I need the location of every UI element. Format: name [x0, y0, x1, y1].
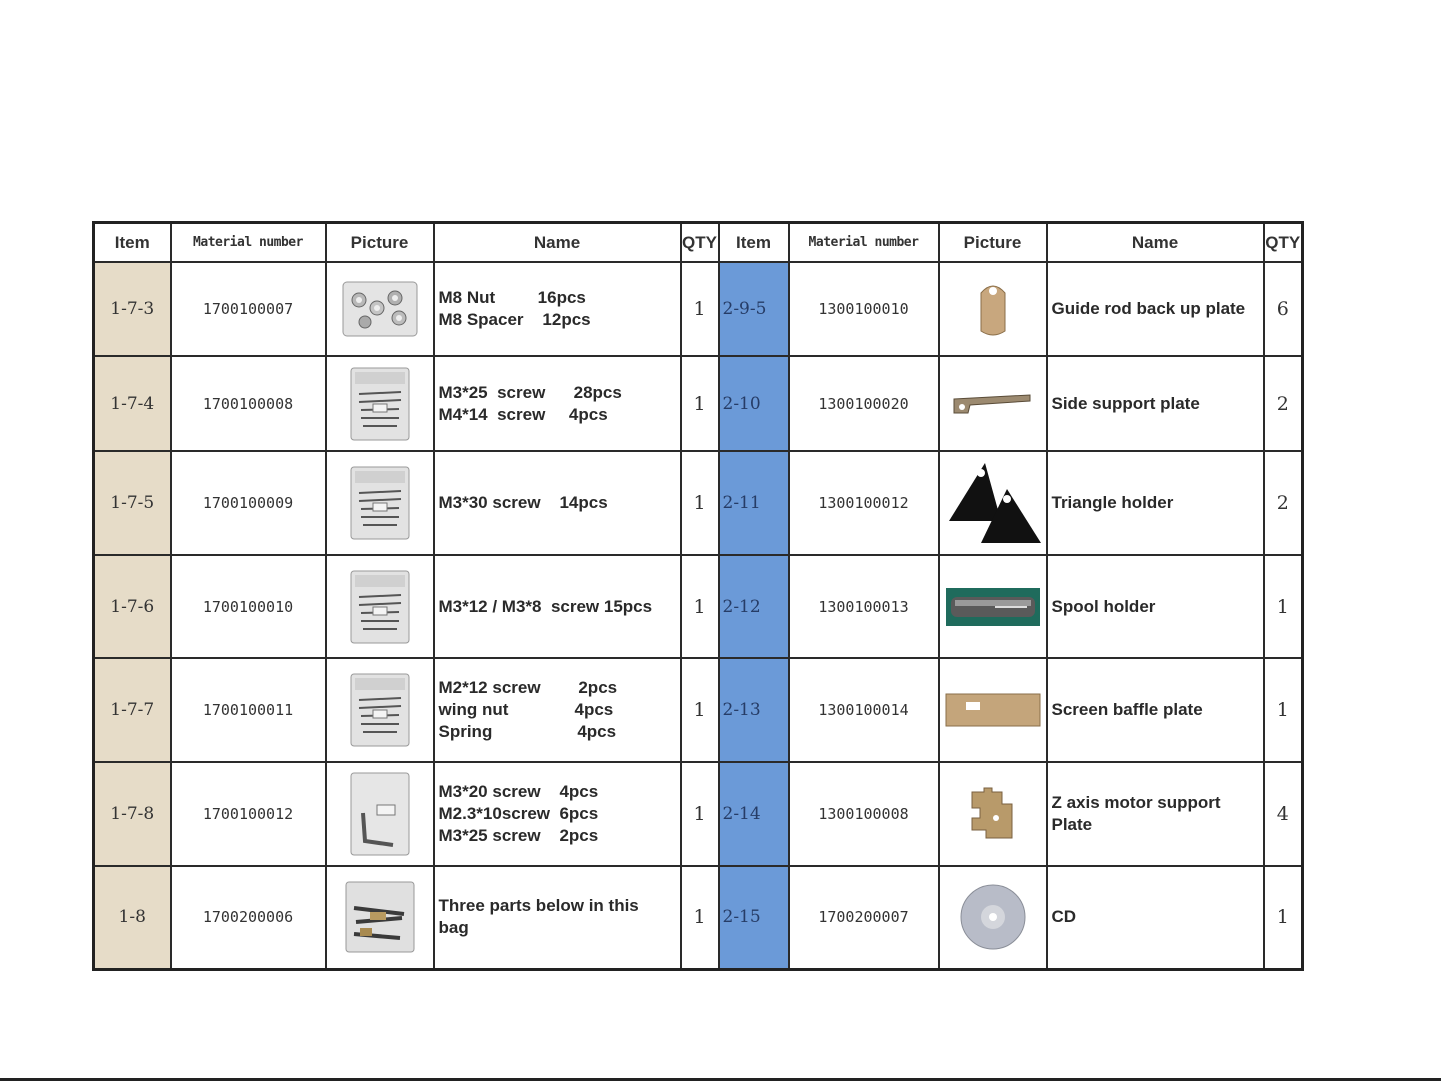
header-item-2: Item	[719, 223, 789, 263]
material-number-cell-2: 1300100010	[789, 262, 939, 356]
picture-cell	[326, 658, 434, 762]
qty-cell: 1	[681, 356, 719, 451]
qty-cell: 1	[681, 555, 719, 658]
qty-cell: 1	[681, 451, 719, 555]
qty-cell-2: 1	[1264, 555, 1303, 658]
material-number-cell-2: 1300100012	[789, 451, 939, 555]
table-row	[94, 658, 1303, 762]
material-number-cell: 1700100011	[171, 658, 326, 762]
item-cell-2: 2-11	[719, 451, 789, 555]
header-qty: QTY	[681, 223, 719, 263]
name-line: Z axis motor support	[1051, 793, 1221, 812]
material-number-cell: 1700100009	[171, 451, 326, 555]
picture-cell	[326, 866, 434, 969]
qty-cell-2: 1	[1264, 658, 1303, 762]
name-cell-2	[1047, 356, 1264, 451]
bag-screws-icon	[327, 364, 433, 444]
name-line: M2*12 screw 2pcs	[438, 678, 618, 697]
picture-cell-2	[939, 451, 1047, 555]
bag-screws-icon	[327, 463, 433, 543]
name-line: CD	[1051, 907, 1077, 927]
name-cell-2	[1047, 658, 1264, 762]
picture-cell-2	[939, 658, 1047, 762]
header-name-2: Name	[1047, 223, 1264, 263]
material-number-cell-2: 1300100014	[789, 658, 939, 762]
item-cell-2: 2-14	[719, 762, 789, 866]
name-cell	[434, 866, 681, 969]
name-line: M4*14 screw 4pcs	[438, 404, 608, 424]
name-cell-2	[1047, 555, 1264, 658]
qty-cell-2: 4	[1264, 762, 1303, 866]
header-picture: Picture	[326, 223, 434, 263]
name-cell	[434, 762, 681, 866]
cd-icon	[940, 883, 1046, 951]
header-picture-2: Picture	[939, 223, 1047, 263]
table-row	[94, 555, 1303, 658]
name-line: M8 Spacer 12pcs	[438, 310, 591, 329]
name-line: Plate	[1051, 815, 1093, 834]
name-line: Guide rod back up plate	[1051, 299, 1246, 318]
item-cell-2: 2-12	[719, 555, 789, 658]
bag-screws-icon	[327, 567, 433, 647]
triangle-holder-icon	[940, 457, 1046, 549]
table-row	[94, 866, 1303, 969]
name-line: wing nut 4pcs	[438, 700, 614, 719]
name-line: Spring 4pcs	[438, 722, 617, 741]
picture-cell-2	[939, 262, 1047, 356]
picture-cell-2	[939, 356, 1047, 451]
table-row	[94, 262, 1303, 356]
header-name: Name	[434, 223, 681, 263]
header-row	[94, 223, 1303, 263]
name-line: M8 Nut 16pcs	[438, 288, 586, 307]
name-line: M3*25 screw 2pcs	[438, 826, 599, 845]
material-number-cell: 1700100012	[171, 762, 326, 866]
qty-cell-2: 6	[1264, 262, 1303, 356]
picture-cell-2	[939, 555, 1047, 658]
bag-parts-icon	[327, 878, 433, 956]
table-row	[94, 356, 1303, 451]
material-number-cell: 1700200006	[171, 866, 326, 969]
material-number-cell: 1700100008	[171, 356, 326, 451]
name-line: M3*12 / M3*8 screw 15pcs	[438, 596, 653, 616]
item-cell-2: 2-13	[719, 658, 789, 762]
bag-nuts-icon	[327, 278, 433, 340]
qty-cell-2: 1	[1264, 866, 1303, 969]
picture-cell	[326, 356, 434, 451]
picture-cell-2	[939, 762, 1047, 866]
header-material-number-2: Material number	[789, 223, 939, 263]
header-qty-2: QTY	[1264, 223, 1303, 263]
item-cell: 1-7-6	[94, 555, 171, 658]
material-number-cell: 1700100007	[171, 262, 326, 356]
name-cell	[434, 356, 681, 451]
guide-rod-plate-icon	[940, 277, 1046, 341]
name-line: bag	[438, 918, 469, 938]
table-row	[94, 451, 1303, 555]
material-number-cell-2: 1300100020	[789, 356, 939, 451]
item-cell: 1-7-5	[94, 451, 171, 555]
name-cell-2	[1047, 262, 1264, 356]
name-line: Triangle holder	[1051, 493, 1174, 512]
material-number-cell-2: 1700200007	[789, 866, 939, 969]
name-cell	[434, 451, 681, 555]
item-cell: 1-7-4	[94, 356, 171, 451]
z-motor-support-icon	[940, 784, 1046, 844]
name-cell-2	[1047, 866, 1264, 969]
spool-holder-icon	[940, 587, 1046, 627]
picture-cell	[326, 555, 434, 658]
item-cell: 1-7-8	[94, 762, 171, 866]
name-line: M3*30 screw 14pcs	[438, 493, 608, 512]
material-number-cell-2: 1300100008	[789, 762, 939, 866]
item-cell-2: 2-10	[719, 356, 789, 451]
header-material-number: Material number	[171, 223, 326, 263]
material-number-cell-2: 1300100013	[789, 555, 939, 658]
screen-baffle-plate-icon	[940, 690, 1046, 730]
item-cell: 1-7-3	[94, 262, 171, 356]
qty-cell: 1	[681, 866, 719, 969]
name-line: Screen baffle plate	[1051, 700, 1203, 719]
item-cell-2: 2-15	[719, 866, 789, 969]
qty-cell: 1	[681, 658, 719, 762]
name-line: Side support plate	[1051, 393, 1200, 413]
name-cell-2	[1047, 762, 1264, 866]
material-number-cell: 1700100010	[171, 555, 326, 658]
name-line: Spool holder	[1051, 596, 1156, 616]
picture-cell	[326, 762, 434, 866]
name-line: Three parts below in this	[438, 896, 639, 916]
name-cell-2	[1047, 451, 1264, 555]
parts-list-table	[92, 221, 1304, 971]
item-cell: 1-7-7	[94, 658, 171, 762]
picture-cell-2	[939, 866, 1047, 969]
item-cell-2: 2-9-5	[719, 262, 789, 356]
bag-screws-icon	[327, 670, 433, 750]
bag-allen-key-icon	[327, 769, 433, 859]
qty-cell: 1	[681, 262, 719, 356]
picture-cell	[326, 451, 434, 555]
table-row	[94, 762, 1303, 866]
name-line: M3*20 screw 4pcs	[438, 782, 599, 801]
header-item: Item	[94, 223, 171, 263]
name-cell	[434, 262, 681, 356]
side-support-plate-icon	[940, 389, 1046, 419]
name-cell	[434, 658, 681, 762]
qty-cell-2: 2	[1264, 451, 1303, 555]
name-cell	[434, 555, 681, 658]
qty-cell: 1	[681, 762, 719, 866]
name-line: M3*25 screw 28pcs	[438, 382, 622, 402]
picture-cell	[326, 262, 434, 356]
name-line: M2.3*10screw 6pcs	[438, 804, 599, 823]
qty-cell-2: 2	[1264, 356, 1303, 451]
item-cell: 1-8	[94, 866, 171, 969]
